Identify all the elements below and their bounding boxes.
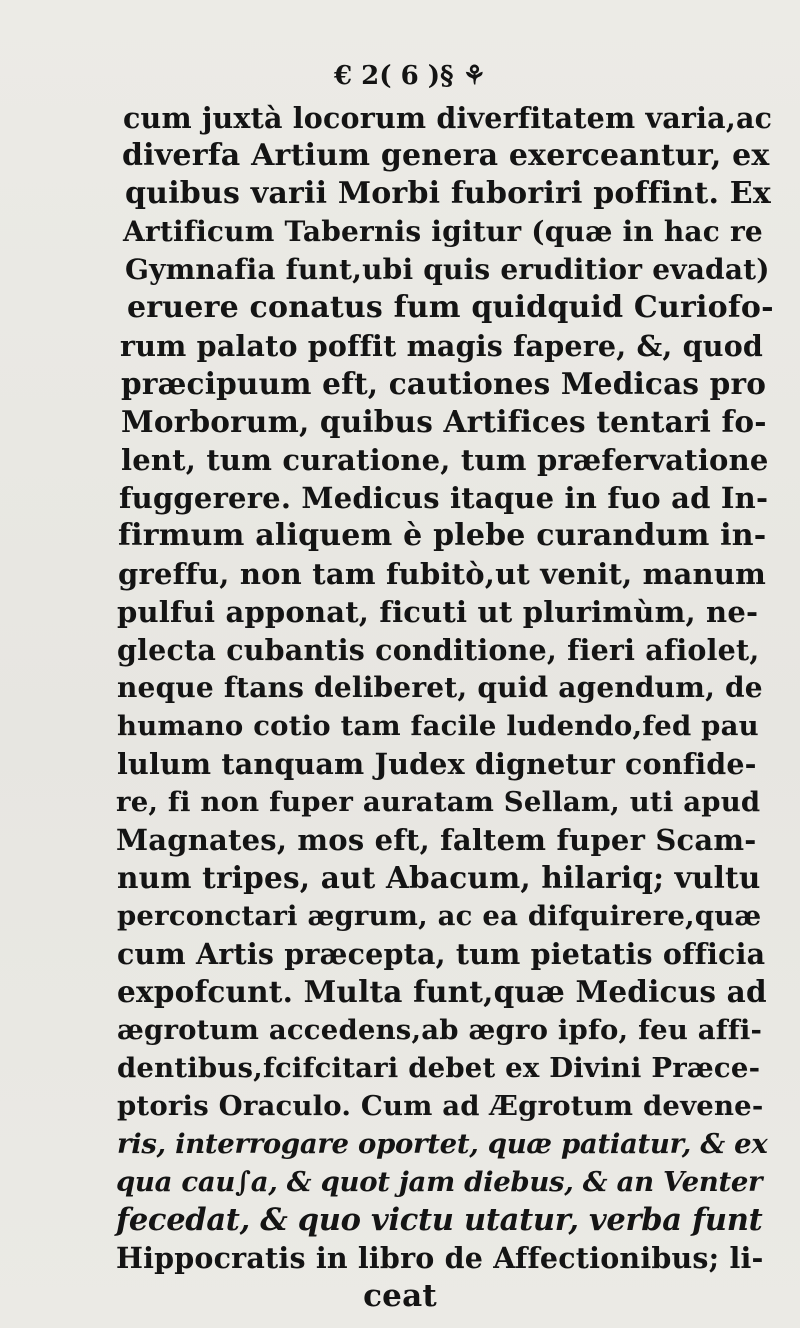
text-line: quibus varii Morbi fuboriri poffint. Ex (125, 176, 771, 211)
text-line: Artificum Tabernis igitur (quæ in hac re (123, 215, 763, 248)
text-line: glecta cubantis conditione, fieri afiolet, (117, 633, 760, 667)
text-line: perconctari ægrum, ac ea difquirere,quæ (117, 900, 762, 932)
text-line: Magnates, mos eft, faltem fuper Scam- (116, 823, 757, 857)
text-line: lent, tum curatione, tum præfervatione (121, 443, 769, 477)
text-line: re, fi non fuper auratam Sellam, uti apud (116, 786, 761, 818)
text-line: neque ftans deliberet, quid agendum, de (117, 671, 763, 704)
text-line: pulfui apponat, ficuti ut plurimùm, ne- (117, 595, 759, 629)
text-line: ptoris Oraculo. Cum ad Ægrotum devene- (117, 1090, 764, 1122)
text-line: num tripes, aut Abacum, hilariq; vultu (117, 860, 761, 895)
text-line: ris, interrogare oportet, quæ patiatur, & ex (117, 1128, 768, 1160)
text-line: diverfa Artium genera exerceantur, ex (122, 138, 770, 173)
text-line: dentibus,fcifcitari debet ex Divini Præce- (117, 1052, 761, 1084)
text-line: ægrotum accedens,ab ægro ipfo, feu affi- (117, 1014, 763, 1046)
text-line: greffu, non tam fubitò,ut venit, manum (118, 557, 766, 591)
text-line: lulum tanquam Judex dignetur confide- (117, 747, 757, 781)
text-line: Gymnafia funt,ubi quis eruditior evadat) (125, 253, 770, 286)
text-line: Morborum, quibus Artifices tentari fo- (121, 404, 767, 439)
text-line: qua cau∫a, & quot jam diebus, & an Venter (116, 1166, 763, 1198)
catchword: ceat (363, 1278, 437, 1314)
text-line: eruere conatus fum quidquid Curiofo- (127, 290, 774, 325)
text-line: fecedat, & quo victu utatur, verba funt (116, 1202, 763, 1238)
page-header: € 2( 6 )§ ⚘ (334, 61, 486, 91)
text-line: cum Artis præcepta, tum pietatis officia (117, 937, 766, 971)
text-line: rum palato poffit magis fapere, &, quod (120, 329, 764, 363)
text-line: humano cotio tam facile ludendo,fed pau (117, 710, 759, 742)
text-line: fuggerere. Medicus itaque in fuo ad In- (119, 481, 769, 515)
text-line: cum juxtà locorum diverfitatem varia,ac (123, 101, 773, 135)
text-line: præcipuum eft, cautiones Medicas pro (121, 366, 767, 401)
text-line: firmum aliquem è plebe curandum in- (118, 518, 767, 553)
text-line: Hippocratis in libro de Affectionibus; li- (116, 1241, 764, 1275)
text-line: expofcunt. Multa funt,quæ Medicus ad (117, 974, 767, 1009)
